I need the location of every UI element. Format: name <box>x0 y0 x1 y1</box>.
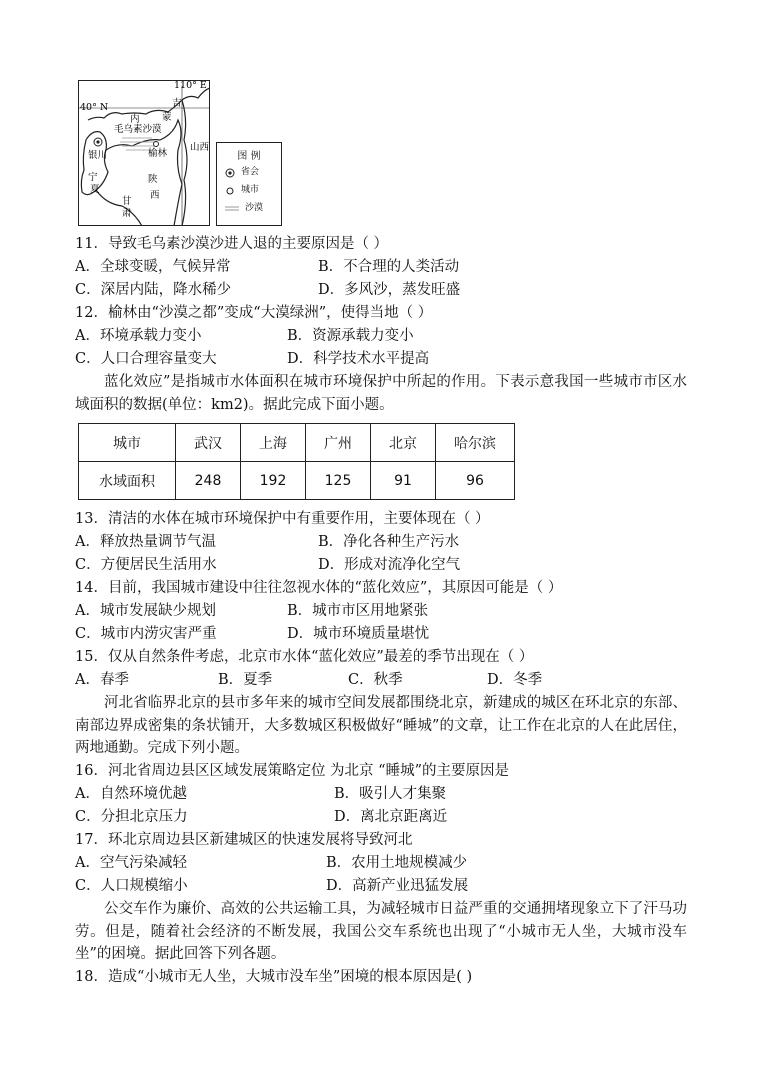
option: A．空气污染减轻 <box>75 855 187 871</box>
mu-us-desert-map <box>78 80 210 226</box>
map-label: 吉 <box>172 98 182 109</box>
question-18: 18．造成“小城市无人坐，大城市没车坐”困境的根本原因是( ) <box>75 969 473 985</box>
option: C．人口合理容量变大 <box>75 351 217 367</box>
table-cell: 北京 <box>371 424 436 462</box>
option: D．形成对流净化空气 <box>318 557 461 573</box>
option: C．深居内陆，降水稀少 <box>75 282 232 298</box>
legend-item: 省会 <box>225 167 259 178</box>
provincial-capital-icon <box>225 168 235 178</box>
lon-label: 110° E <box>174 80 207 91</box>
table-cell: 城市 <box>79 424 176 462</box>
option: D．冬季 <box>487 672 543 688</box>
legend-item: 沙漠 <box>225 203 263 214</box>
table-cell: 哈尔滨 <box>436 424 515 462</box>
option: A．释放热量调节气温 <box>75 534 216 550</box>
passage: 河北省临界北京的县市多年来的城市空间发展都围绕北京，新建成的城区在环北京的东部、南部边界成密集的条状铺开，大多数城区积极做好“睡城”的文章，让工作在北京的人在此居住，两地通勤。完成下列小题。 <box>75 695 687 756</box>
table-cell: 125 <box>306 462 371 500</box>
question-13: 13．清洁的水体在城市环境保护中有重要作用，主要体现在（ ） <box>75 511 490 527</box>
table-cell: 武汉 <box>176 424 241 462</box>
option: C．人口规模缩小 <box>75 878 188 894</box>
city-icon <box>225 186 235 196</box>
passage: 蓝化效应”是指城市水体面积在城市环境保护中所起的作用。下表示意我国一些城市市区水域面积的数据(单位：km2)。据此完成下面小题。 <box>75 374 687 413</box>
table-row <box>79 424 515 462</box>
map-legend <box>216 142 282 226</box>
map-label: 内 <box>130 114 140 125</box>
table-cell: 96 <box>436 462 515 500</box>
question-12: 12．榆林由“沙漠之都”变成“大漠绿洲”，使得当地（ ） <box>75 305 433 321</box>
option: A．环境承载力变小 <box>75 328 202 344</box>
table-cell: 水域面积 <box>79 462 176 500</box>
map-label: 甘 <box>122 196 132 207</box>
table-cell: 248 <box>176 462 241 500</box>
map-label: 陕 <box>148 174 158 185</box>
map-label: 夏 <box>90 184 100 195</box>
table-cell: 192 <box>241 462 306 500</box>
question-16: 16．河北省周边县区区域发展策略定位 为北京 “睡城”的主要原因是 <box>75 763 509 779</box>
question-14: 14．目前，我国城市建设中往往忽视水体的“蓝化效应”，其原因可能是（ ） <box>75 580 563 596</box>
option: B．净化各种生产污水 <box>318 534 460 550</box>
option: A．城市发展缺少规划 <box>75 603 216 619</box>
option: B．不合理的人类活动 <box>318 259 460 275</box>
option: C．秋季 <box>348 672 403 688</box>
option: D．科学技术水平提高 <box>287 351 430 367</box>
map-label: 山西 <box>190 142 210 153</box>
question-17: 17．环北京周边县区新建城区的快速发展将导致河北 <box>75 832 413 848</box>
map-label: 毛乌素沙漠 <box>114 124 162 135</box>
option: B．城市市区用地紧张 <box>287 603 429 619</box>
table-cell: 91 <box>371 462 436 500</box>
table-cell: 上海 <box>241 424 306 462</box>
option: C．分担北京压力 <box>75 809 188 825</box>
option: B．吸引人才集聚 <box>334 786 447 802</box>
desert-icon <box>225 205 239 213</box>
question-11: 11．导致毛乌素沙漠沙进人退的主要原因是（ ） <box>75 236 389 252</box>
map-label: 肃 <box>122 208 132 219</box>
option: C．城市内涝灾害严重 <box>75 626 217 642</box>
option: B．农用土地规模减少 <box>326 855 468 871</box>
option: D．离北京距离近 <box>334 809 448 825</box>
lat-label: 40° N <box>80 102 109 113</box>
option: D．城市环境质量堪忧 <box>287 626 430 642</box>
map-label: 宁 <box>88 172 98 183</box>
option: A．自然环境优越 <box>75 786 187 802</box>
option: B．夏季 <box>218 672 273 688</box>
table-cell: 广州 <box>306 424 371 462</box>
option: A．全球变暖，气候异常 <box>75 259 231 275</box>
option: D．高新产业迅猛发展 <box>326 878 469 894</box>
option: A．春季 <box>75 672 129 688</box>
water-area-table <box>78 423 515 500</box>
option: D．多风沙，蒸发旺盛 <box>318 282 461 298</box>
legend-item: 城市 <box>225 185 259 196</box>
map-label: 银川 <box>88 150 108 161</box>
map-label: 西 <box>150 190 160 201</box>
map-label: 榆林 <box>148 148 168 159</box>
passage: 公交车作为廉价、高效的公共运输工具，为减轻城市日益严重的交通拥堵现象立下了汗马功劳。但是，随着社会经济的不断发展，我国公交车系统也出现了“小城市无人坐，大城市没车坐”的困境。据此回答下列各题。 <box>75 901 687 962</box>
table-row <box>79 462 515 500</box>
question-15: 15．仅从自然条件考虑，北京市水体“蓝化效应”最差的季节出现在（ ） <box>75 649 534 665</box>
option: C．方便居民生活用水 <box>75 557 217 573</box>
legend-title: 图 例 <box>237 151 261 162</box>
option: B．资源承载力变小 <box>287 328 414 344</box>
map-label: 蒙 <box>162 112 172 123</box>
